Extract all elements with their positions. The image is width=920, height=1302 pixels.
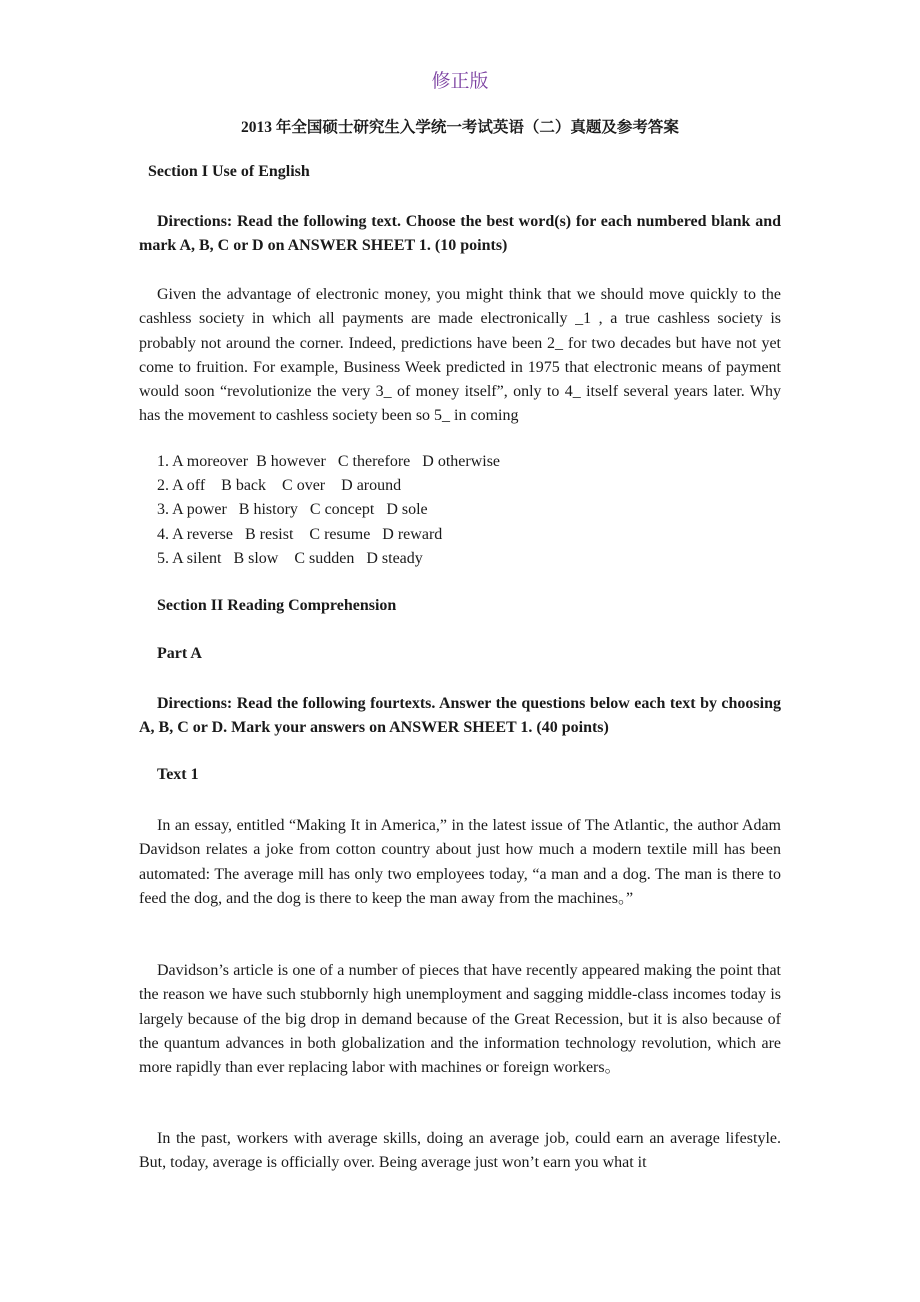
document-title: 2013 年全国硕士研究生入学统一考试英语（二）真题及参考答案 <box>241 119 679 136</box>
section-2-heading: Section II Reading Comprehension <box>157 597 397 614</box>
revision-label: 修正版 <box>431 71 489 92</box>
option-row: 5. A silent B slow C sudden D steady <box>157 549 423 567</box>
text-1-label: Text 1 <box>157 766 199 783</box>
text-1-paragraph: In the past, workers with average skills, doing an average job, could earn an average lifestyle. But, today, average is officially over. Being average just won’t earn you what it <box>139 1130 781 1172</box>
option-row: 1. A moreover B however C therefore D otherwise <box>157 453 501 470</box>
text-1-paragraph: In an essay, entitled “Making It in America,” in the latest issue of The Atlantic, the author Adam Davidson relates a joke from cotton country about just how much a modern textile mill has been automated: The average mill has only two employees today, “a man and a dog. The man is there to feed the dog, and the dog is there to keep the man away from the machines。” <box>139 817 781 907</box>
section-1-heading: Section I Use of English <box>148 163 310 180</box>
cloze-passage: Given the advantage of electronic money, you might think that we should move quickly to the cashless society in which all payments are made electronically _1 , a true cashless society is probably not around the corner. Indeed, predictions have been 2_ for two decades but have not yet come to fruition. For example, Business Week predicted in 1975 that electronic means of payment would soon “revolutionize the very 3_ of money itself”, only to 4_ itself several years later. Why has the movement to cashless society been so 5_ in coming <box>139 286 781 425</box>
option-row: 3. A power B history C concept D sole <box>157 501 428 519</box>
part-a-heading: Part A <box>157 645 202 662</box>
answer-options-list <box>157 450 500 571</box>
option-row: 4. A reverse B resist C resume D reward <box>157 525 443 543</box>
section-2-directions: Directions: Read the following fourtexts. Answer the questions below each text by choosing A, B, C or D. Mark your answers on ANSWER SHEET 1. (40 points) <box>139 695 781 737</box>
option-row: 2. A off B back C over D around <box>157 477 402 495</box>
section-1-directions: Directions: Read the following text. Choose the best word(s) for each numbered blank and mark A, B, C or D on ANSWER SHEET 1. (10 points) <box>139 213 781 255</box>
text-1-paragraph: Davidson’s article is one of a number of pieces that have recently appeared making the point that the reason we have such stubbornly high unemployment and sagging middle-class incomes today is largely because of the big drop in demand because of the Great Recession, but it is also because of the quantum advances in both globalization and the information technology revolution, which are more rapidly than ever replacing labor with machines or foreign workers。 <box>139 962 781 1077</box>
